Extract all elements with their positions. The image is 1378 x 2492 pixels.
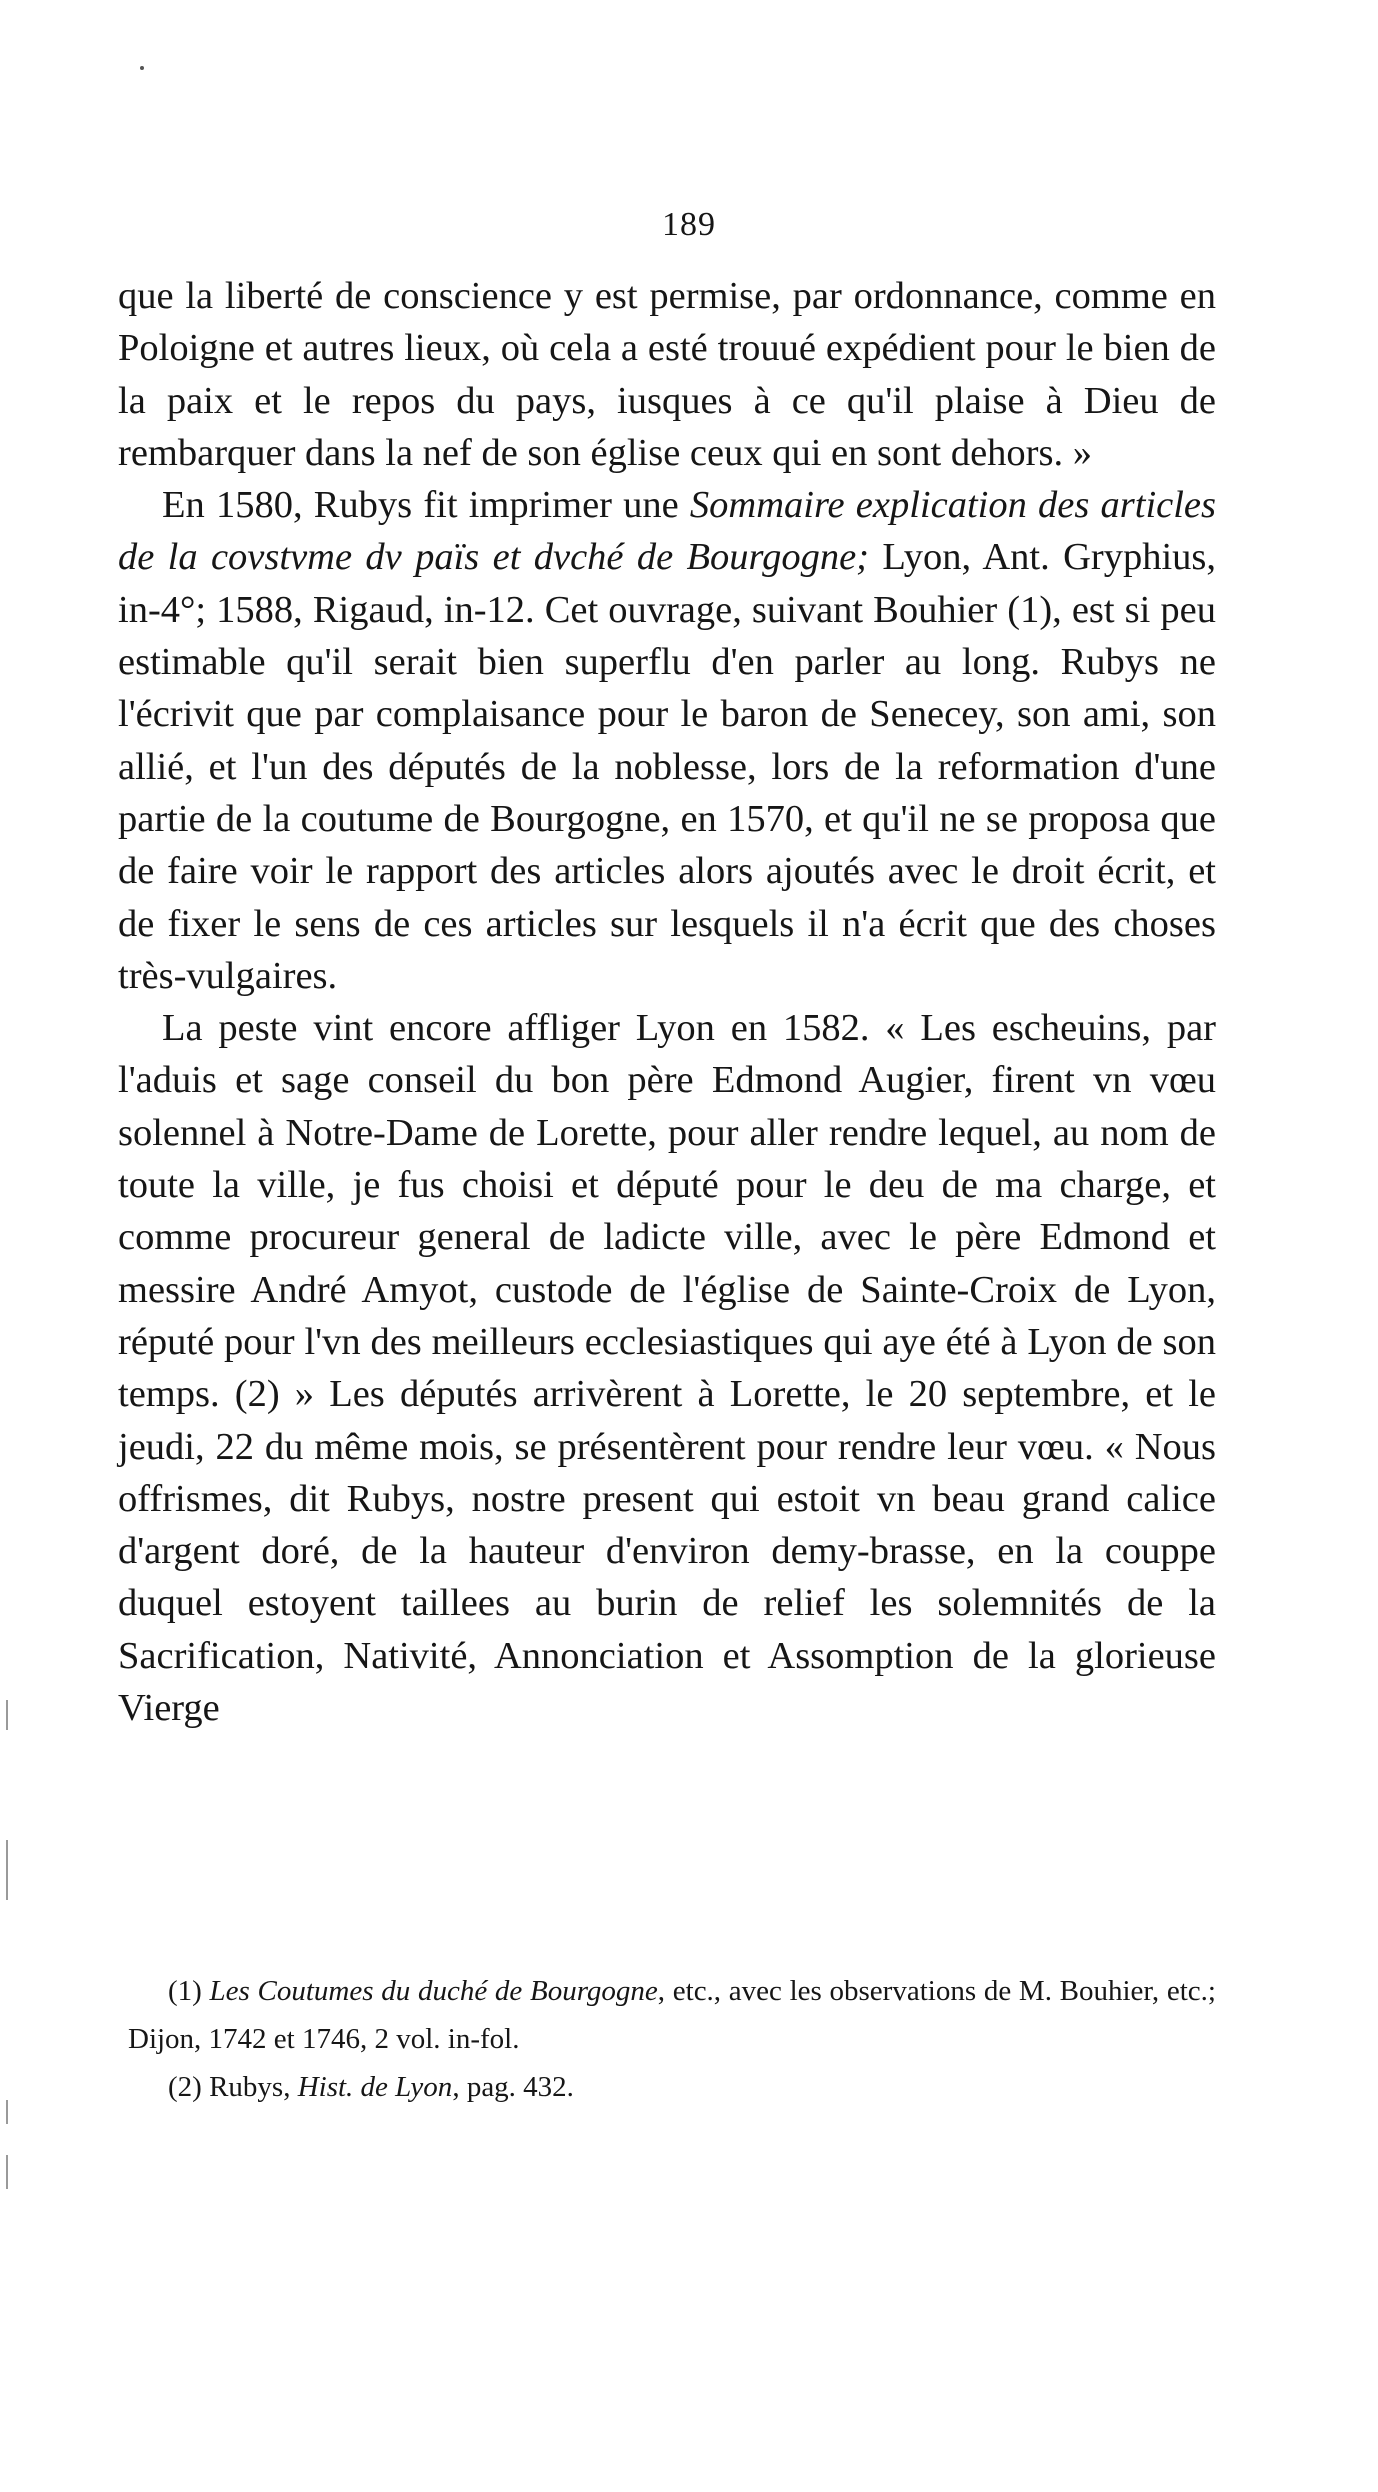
footnote-2-title-italic: Hist. de Lyon bbox=[297, 2071, 453, 2103]
footnote-1-title-italic: Les Coutumes du duché de Bourgogne bbox=[209, 1975, 658, 2007]
scan-margin-mark bbox=[6, 1700, 8, 1730]
scan-margin-mark bbox=[6, 1840, 8, 1900]
paragraph-text-before-title: En 1580, Rubys fit imprimer une bbox=[162, 484, 690, 527]
book-title-italic: Sommaire explication des articles de la covstvme dv païs et dvché de Bourgogne; bbox=[118, 484, 1216, 579]
footnote-2-text: , pag. 432. bbox=[452, 2071, 574, 2103]
footnote-1-text: , etc., avec les observations de M. Bouhier, etc.; Dijon, 1742 et 1746, 2 vol. in-fol. bbox=[128, 1975, 1216, 2055]
footnote-2-marker: (2) Rubys, bbox=[168, 2071, 298, 2103]
scan-speck bbox=[140, 66, 144, 70]
page-number: 189 bbox=[662, 206, 716, 243]
footnotes bbox=[128, 1967, 1216, 2111]
footnote-2 bbox=[128, 2063, 1216, 2111]
footnote-1 bbox=[128, 1967, 1216, 2063]
paragraph-continuation: que la liberté de conscience y est permise, par ordonnance, comme en Poloigne et autres lieux, où cela a esté trouué expédient pour le bien de la paix et le repos du pays, iusques à ce qu'il plaise à Dieu de rembarquer dans la nef de son église ceux qui en sont dehors. » bbox=[118, 275, 1216, 474]
footnote-1-marker: (1) bbox=[168, 1975, 210, 2007]
scan-margin-mark bbox=[6, 2100, 8, 2124]
scan-margin-mark bbox=[6, 2155, 8, 2189]
paragraph-text-after-title: Lyon, Ant. Gryphius, in-4°; 1588, Rigaud, in-12. Cet ouvrage, suivant Bouhier (1), est si peu estimable qu'il serait bien superflu d'en parler au long. Rubys ne l'écrivit que par complaisance pour le baron de Senecey, son ami, son allié, et l'un des députés de la noblesse, lors de la reformation d'une partie de la coutume de Bourgogne, en 1570, et qu'il ne se proposa que de faire voir le rapport des articles alors ajoutés avec le droit écrit, et de fixer le sens de ces articles sur lesquels il n'a écrit que des choses très-vulgaires. bbox=[118, 536, 1216, 997]
paragraph-sommaire-explication bbox=[118, 479, 1216, 1002]
paragraph-peste-lyon: La peste vint encore affliger Lyon en 1582. « Les escheuins, par l'aduis et sage conseil du bon père Edmond Augier, firent vn vœu solennel à Notre-Dame de Lorette, pour aller rendre lequel, au nom de toute la ville, je fus choisi et député pour le deu de ma charge, et comme procureur general de ladicte ville, avec le père Edmond et messire André Amyot, custode de l'église de Sainte-Croix de Lyon, réputé pour l'vn des meilleurs ecclesiastiques qui aye été à Lyon de son temps. (2) » Les députés arrivèrent à Lorette, le 20 septembre, et le jeudi, 22 du même mois, se présentèrent pour rendre leur vœu. « Nous offrismes, dit Rubys, nostre present qui estoit vn beau grand calice d'argent doré, de la hauteur d'environ demy-brasse, en la couppe duquel estoyent taillees au burin de relief les solemnités de la Sacrification, Nativité, Annonciation et Assomption de la glorieuse Vierge bbox=[118, 1007, 1216, 1730]
body-text bbox=[118, 270, 1216, 1734]
